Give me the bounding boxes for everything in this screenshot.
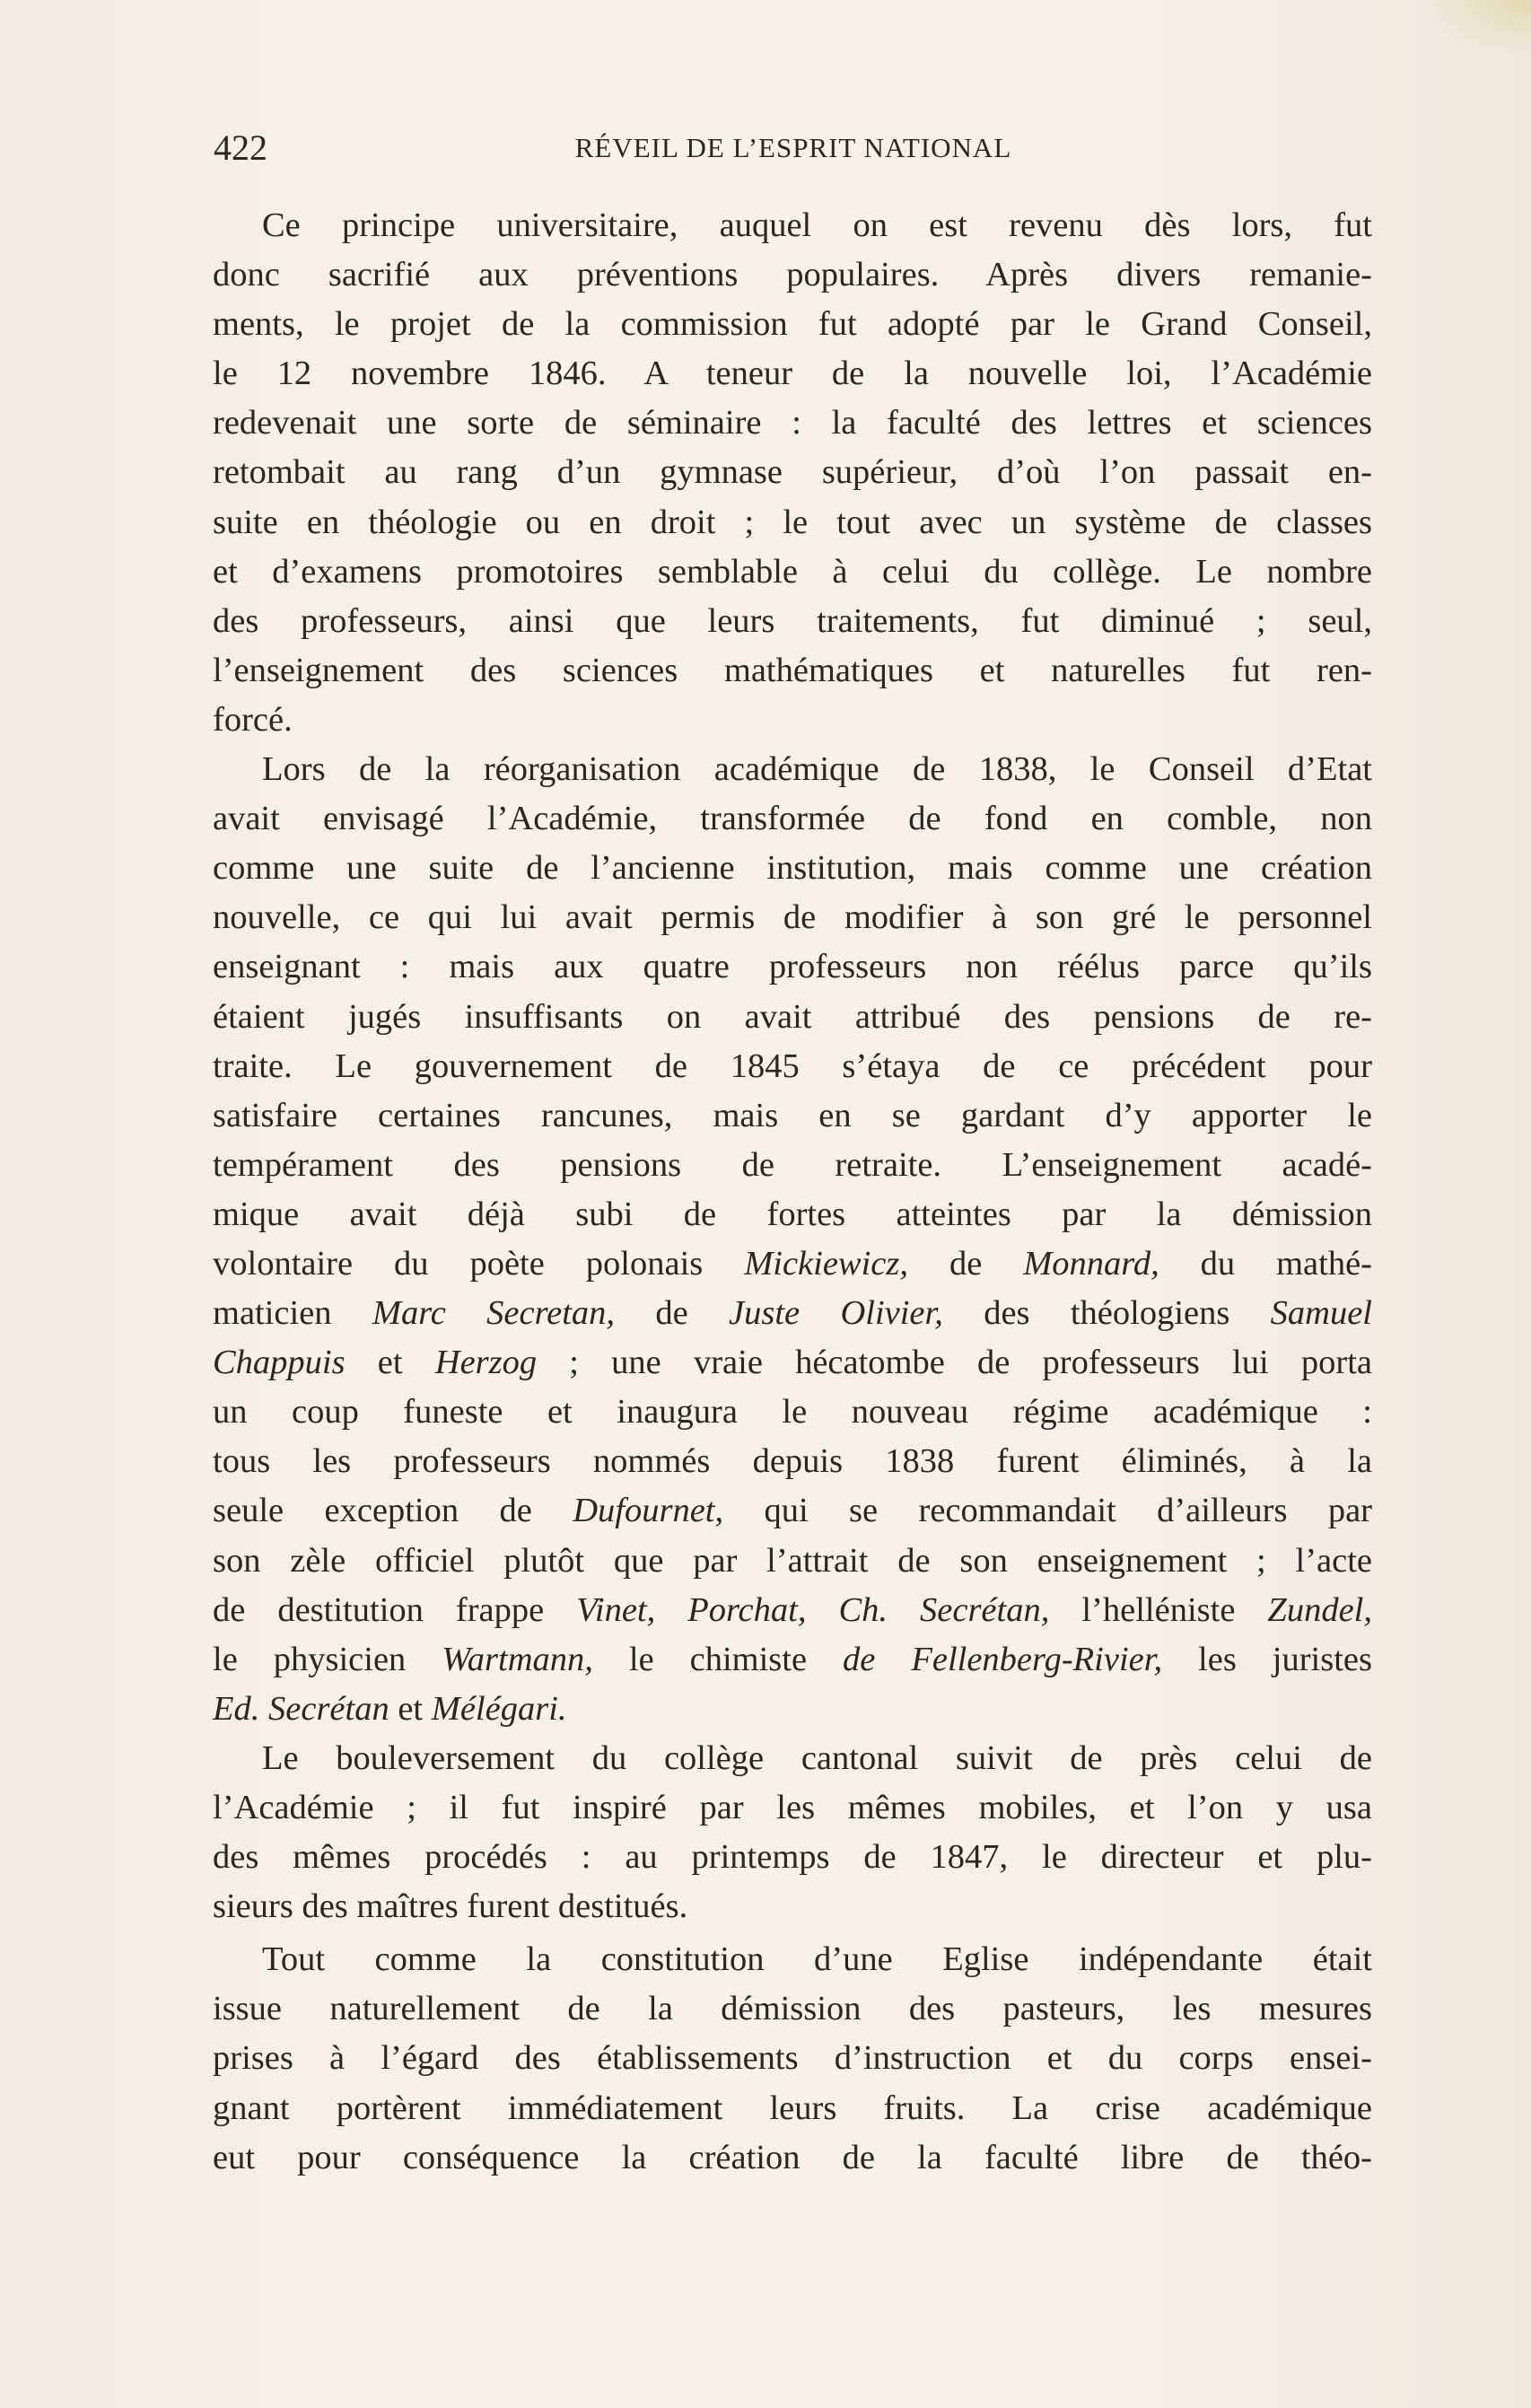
text-line: gnant portèrent immédiatement leurs fruits. La crise académique — [213, 2088, 1372, 2127]
text-line: son zèle officiel plutôt que par l’attrait de son enseignement ; l’acte — [213, 1541, 1372, 1580]
text-run: le physicien — [213, 1640, 442, 1678]
text-run: de — [908, 1244, 1024, 1283]
text-line: tempérament des pensions de retraite. L’enseignement acadé- — [213, 1145, 1372, 1184]
text-run: seule exception de — [213, 1492, 573, 1530]
person-name: Herzog — [434, 1344, 538, 1382]
page-corner-shading — [1423, 0, 1531, 54]
text-line: tous les professeurs nommés depuis 1838 furent éliminés, à la — [213, 1442, 1372, 1481]
text-line: issue naturellement de la démission des pasteurs, les mesures — [213, 1990, 1372, 2028]
person-name: Mickiewicz, — [744, 1244, 908, 1283]
person-name: Monnard, — [1023, 1244, 1159, 1283]
text-line: Lors de la réorganisation académique de 1838, le Conseil d’Etat — [262, 750, 1372, 789]
person-name: Marc Secretan, — [372, 1294, 616, 1333]
text-run: qui se recommandait d’ailleurs par — [723, 1492, 1372, 1530]
text-line: comme une suite de l’ancienne institution, mais comme une création — [213, 849, 1372, 888]
text-line: avait envisagé l’Académie, transformée de fond en comble, non — [213, 800, 1372, 838]
text-line: Le bouleversement du collège cantonal suivit de près celui de — [262, 1738, 1372, 1777]
text-run: des théologiens — [942, 1294, 1271, 1333]
text-line: enseignant : mais aux quatre professeurs non réélus parce qu’ils — [213, 948, 1372, 986]
text-line: l’Académie ; il fut inspiré par les mêmes mobiles, et l’on y usa — [213, 1789, 1372, 1826]
text-run: ; une vraie hécatombe de professeurs lui porta — [537, 1344, 1372, 1382]
person-name: de Fellenberg-Rivier, — [843, 1640, 1163, 1678]
text-line — [213, 1685, 1372, 1734]
text-run: les juristes — [1162, 1640, 1372, 1678]
text-line: nouvelle, ce qui lui avait permis de modifier à son gré le personnel — [213, 898, 1372, 937]
text-run: et — [389, 1689, 432, 1728]
text-line: eut pour conséquence la création de la faculté libre de théo- — [213, 2138, 1372, 2176]
person-name: Zundel, — [1267, 1590, 1372, 1629]
person-name: Samuel — [1270, 1294, 1372, 1333]
text-line: redevenait une sorte de séminaire : la faculté des lettres et sciences — [213, 404, 1372, 442]
text-line: et d’examens promotoires semblable à celui du collège. Le nombre — [213, 552, 1372, 591]
text-run: du mathé- — [1159, 1244, 1372, 1283]
text-line: des professeurs, ainsi que leurs traitements, fut diminué ; seul, — [213, 601, 1372, 640]
text-line: forcé. — [213, 700, 293, 739]
text-line — [213, 1338, 1372, 1388]
body-text — [213, 201, 1372, 2183]
text-run: maticien — [213, 1294, 372, 1333]
text-line: le 12 novembre 1846. A teneur de la nouvelle loi, l’Académie — [213, 355, 1372, 393]
text-run: l’helléniste — [1049, 1590, 1268, 1629]
text-line: retombait au rang d’un gymnase supérieur, d’où l’on passait en- — [213, 453, 1372, 492]
text-line: traite. Le gouvernement de 1845 s’étaya de ce précédent pour — [213, 1046, 1372, 1085]
text-line: Ce principe universitaire, auquel on est revenu dès lors, fut — [262, 206, 1372, 244]
text-line: prises à l’égard des établissements d’instruction et du corps ensei- — [213, 2039, 1372, 2078]
person-name: Dufournet, — [573, 1492, 724, 1530]
text-line — [213, 1239, 1372, 1289]
text-line: satisfaire certaines rancunes, mais en se gardant d’y apporter le — [213, 1096, 1372, 1134]
text-line: ments, le projet de la commission fut adopté par le Grand Conseil, — [213, 305, 1372, 344]
text-line: sieurs des maîtres furent destitués. — [213, 1887, 688, 1926]
page-header — [214, 126, 1373, 171]
person-name: Chappuis — [213, 1344, 346, 1382]
text-line: Tout comme la constitution d’une Eglise indépendante était — [262, 1940, 1372, 1979]
person-name: Mélégari. — [431, 1689, 567, 1728]
text-line — [213, 1486, 1372, 1536]
person-name: Juste Olivier, — [729, 1294, 943, 1333]
text-run: volontaire du poète polonais — [213, 1244, 745, 1283]
text-line: des mêmes procédés : au printemps de 1847, le directeur et plu- — [213, 1838, 1372, 1877]
page-number: 422 — [214, 127, 267, 168]
person-name: Wartmann, — [442, 1640, 593, 1678]
text-run: de — [615, 1294, 730, 1333]
text-line: mique avait déjà subi de fortes atteintes par la démission — [213, 1195, 1372, 1233]
text-run: le chimiste — [592, 1640, 844, 1678]
running-head: RÉVEIL DE L’ESPRIT NATIONAL — [574, 132, 1012, 163]
text-line: un coup funeste et inaugura le nouveau régime académique : — [213, 1393, 1372, 1432]
text-line — [213, 1586, 1372, 1635]
text-line — [213, 1289, 1372, 1338]
text-run: de destitution frappe — [213, 1590, 577, 1629]
text-line: étaient jugés insuffisants on avait attribué des pensions de re- — [213, 997, 1372, 1036]
text-run: et — [345, 1344, 435, 1382]
text-line: l’enseignement des sciences mathématiques et naturelles fut ren- — [213, 651, 1372, 689]
text-line — [213, 1635, 1372, 1685]
text-line: donc sacrifié aux préventions populaires. Après divers remanie- — [213, 256, 1372, 294]
person-name: Vinet, Porchat, Ch. Secrétan, — [576, 1590, 1050, 1629]
person-name: Ed. Secrétan — [213, 1689, 389, 1728]
text-line: suite en théologie ou en droit ; le tout avec un système de classes — [213, 503, 1372, 541]
